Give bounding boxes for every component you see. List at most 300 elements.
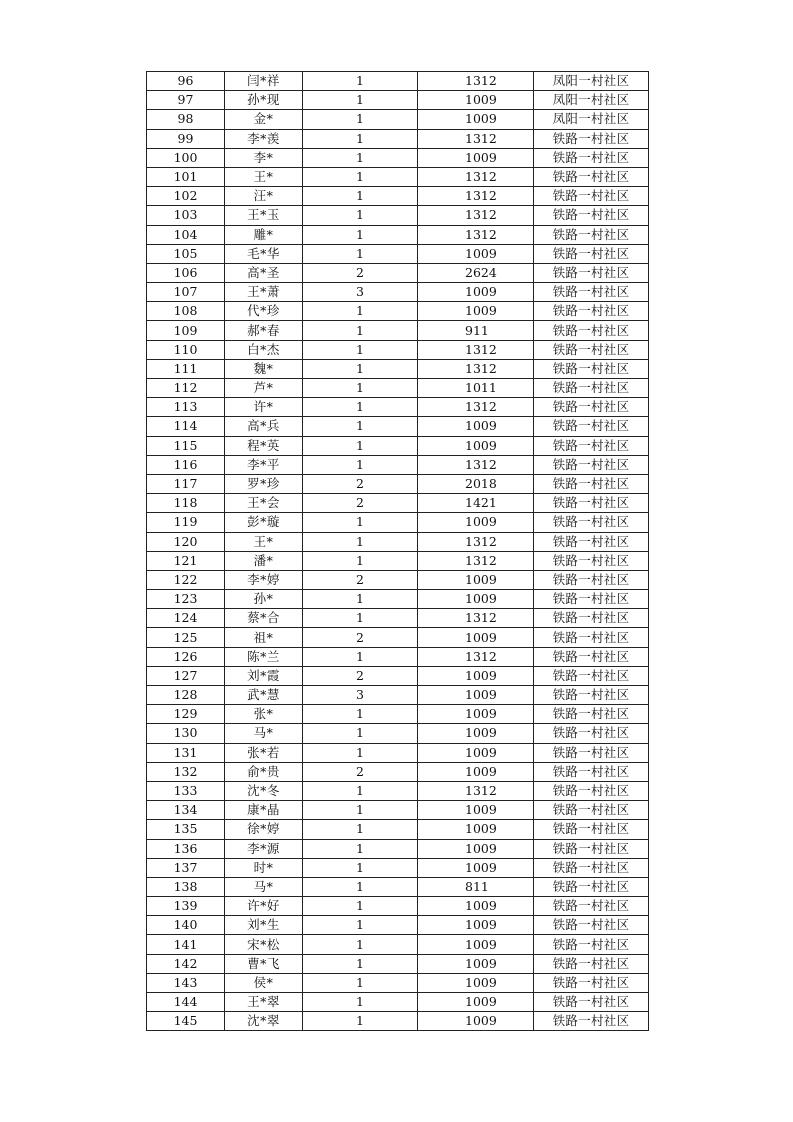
row-index-cell: 110	[147, 340, 225, 359]
resident-name-cell: 王*	[225, 167, 303, 186]
row-index-cell: 144	[147, 993, 225, 1012]
household-count-cell: 1	[303, 340, 418, 359]
community-cell: 铁路一村社区	[534, 647, 649, 666]
household-count-cell: 1	[303, 724, 418, 743]
table-row	[147, 455, 649, 474]
amount-cell: 1009	[418, 762, 534, 781]
community-cell: 铁路一村社区	[534, 551, 649, 570]
amount-cell: 1312	[418, 532, 534, 551]
resident-name-cell: 金*	[225, 110, 303, 129]
row-index-cell: 121	[147, 551, 225, 570]
row-index-cell: 142	[147, 954, 225, 973]
resident-name-cell: 闫*祥	[225, 72, 303, 91]
table-row	[147, 781, 649, 800]
community-cell: 铁路一村社区	[534, 513, 649, 532]
row-index-cell: 134	[147, 801, 225, 820]
community-cell: 铁路一村社区	[534, 570, 649, 589]
table-row	[147, 973, 649, 992]
resident-name-cell: 代*珍	[225, 302, 303, 321]
community-cell: 铁路一村社区	[534, 820, 649, 839]
household-count-cell: 1	[303, 897, 418, 916]
community-cell: 铁路一村社区	[534, 628, 649, 647]
table-row	[147, 839, 649, 858]
resident-name-cell: 罗*珍	[225, 474, 303, 493]
resident-name-cell: 刘*霞	[225, 666, 303, 685]
table-row	[147, 494, 649, 513]
household-count-cell: 1	[303, 647, 418, 666]
row-index-cell: 102	[147, 187, 225, 206]
table-row	[147, 609, 649, 628]
resident-name-cell: 李*羡	[225, 129, 303, 148]
community-cell: 铁路一村社区	[534, 263, 649, 282]
table-row	[147, 302, 649, 321]
community-cell: 铁路一村社区	[534, 935, 649, 954]
amount-cell: 1312	[418, 647, 534, 666]
community-cell: 铁路一村社区	[534, 1012, 649, 1031]
row-index-cell: 113	[147, 398, 225, 417]
household-count-cell: 1	[303, 590, 418, 609]
community-cell: 铁路一村社区	[534, 321, 649, 340]
resident-name-cell: 王*	[225, 532, 303, 551]
amount-cell: 1009	[418, 148, 534, 167]
table-row	[147, 532, 649, 551]
resident-name-cell: 程*英	[225, 436, 303, 455]
row-index-cell: 143	[147, 973, 225, 992]
amount-cell: 1009	[418, 590, 534, 609]
community-cell: 铁路一村社区	[534, 206, 649, 225]
roster-table-body	[147, 72, 649, 1031]
resident-name-cell: 白*杰	[225, 340, 303, 359]
table-row	[147, 148, 649, 167]
row-index-cell: 105	[147, 244, 225, 263]
row-index-cell: 109	[147, 321, 225, 340]
household-count-cell: 1	[303, 225, 418, 244]
table-row	[147, 858, 649, 877]
amount-cell: 1312	[418, 609, 534, 628]
household-count-cell: 1	[303, 110, 418, 129]
community-cell: 铁路一村社区	[534, 839, 649, 858]
community-cell: 铁路一村社区	[534, 494, 649, 513]
row-index-cell: 133	[147, 781, 225, 800]
table-row	[147, 877, 649, 896]
amount-cell: 1312	[418, 398, 534, 417]
amount-cell: 1009	[418, 820, 534, 839]
community-cell: 铁路一村社区	[534, 283, 649, 302]
amount-cell: 1009	[418, 513, 534, 532]
row-index-cell: 108	[147, 302, 225, 321]
table-row	[147, 359, 649, 378]
community-cell: 铁路一村社区	[534, 129, 649, 148]
table-row	[147, 551, 649, 570]
amount-cell: 911	[418, 321, 534, 340]
household-count-cell: 1	[303, 72, 418, 91]
amount-cell: 1009	[418, 570, 534, 589]
household-count-cell: 1	[303, 532, 418, 551]
household-count-cell: 1	[303, 513, 418, 532]
community-cell: 铁路一村社区	[534, 743, 649, 762]
row-index-cell: 106	[147, 263, 225, 282]
community-cell: 铁路一村社区	[534, 954, 649, 973]
table-row	[147, 570, 649, 589]
household-count-cell: 1	[303, 743, 418, 762]
household-count-cell: 1	[303, 359, 418, 378]
amount-cell: 1009	[418, 993, 534, 1012]
household-count-cell: 1	[303, 801, 418, 820]
amount-cell: 1009	[418, 916, 534, 935]
table-row	[147, 321, 649, 340]
table-row	[147, 628, 649, 647]
community-cell: 铁路一村社区	[534, 724, 649, 743]
household-count-cell: 1	[303, 417, 418, 436]
household-count-cell: 1	[303, 551, 418, 570]
table-row	[147, 283, 649, 302]
amount-cell: 1312	[418, 455, 534, 474]
resident-name-cell: 芦*	[225, 379, 303, 398]
household-count-cell: 2	[303, 494, 418, 513]
community-cell: 铁路一村社区	[534, 916, 649, 935]
amount-cell: 1009	[418, 897, 534, 916]
amount-cell: 1009	[418, 436, 534, 455]
community-cell: 铁路一村社区	[534, 666, 649, 685]
resident-name-cell: 王*玉	[225, 206, 303, 225]
household-count-cell: 1	[303, 206, 418, 225]
resident-name-cell: 武*慧	[225, 686, 303, 705]
household-count-cell: 1	[303, 187, 418, 206]
community-cell: 凤阳一村社区	[534, 72, 649, 91]
row-index-cell: 101	[147, 167, 225, 186]
amount-cell: 1009	[418, 686, 534, 705]
table-row	[147, 954, 649, 973]
community-cell: 铁路一村社区	[534, 417, 649, 436]
row-index-cell: 115	[147, 436, 225, 455]
resident-name-cell: 沈*冬	[225, 781, 303, 800]
amount-cell: 1009	[418, 244, 534, 263]
community-cell: 铁路一村社区	[534, 686, 649, 705]
household-count-cell: 1	[303, 781, 418, 800]
community-cell: 铁路一村社区	[534, 993, 649, 1012]
table-row	[147, 705, 649, 724]
household-count-cell: 1	[303, 954, 418, 973]
table-row	[147, 379, 649, 398]
community-cell: 铁路一村社区	[534, 167, 649, 186]
household-count-cell: 3	[303, 686, 418, 705]
table-row	[147, 724, 649, 743]
table-row	[147, 743, 649, 762]
community-cell: 铁路一村社区	[534, 148, 649, 167]
community-cell: 铁路一村社区	[534, 455, 649, 474]
amount-cell: 1009	[418, 954, 534, 973]
resident-name-cell: 马*	[225, 724, 303, 743]
row-index-cell: 114	[147, 417, 225, 436]
household-count-cell: 1	[303, 877, 418, 896]
row-index-cell: 141	[147, 935, 225, 954]
amount-cell: 1009	[418, 935, 534, 954]
table-row	[147, 513, 649, 532]
table-row	[147, 916, 649, 935]
amount-cell: 1009	[418, 858, 534, 877]
row-index-cell: 135	[147, 820, 225, 839]
amount-cell: 1009	[418, 839, 534, 858]
community-cell: 铁路一村社区	[534, 187, 649, 206]
resident-name-cell: 张*	[225, 705, 303, 724]
amount-cell: 1009	[418, 743, 534, 762]
amount-cell: 1009	[418, 110, 534, 129]
household-count-cell: 1	[303, 167, 418, 186]
resident-name-cell: 康*晶	[225, 801, 303, 820]
resident-name-cell: 宋*松	[225, 935, 303, 954]
amount-cell: 811	[418, 877, 534, 896]
amount-cell: 1009	[418, 417, 534, 436]
roster-table	[146, 71, 649, 1031]
table-row	[147, 993, 649, 1012]
community-cell: 铁路一村社区	[534, 801, 649, 820]
community-cell: 铁路一村社区	[534, 781, 649, 800]
resident-name-cell: 许*	[225, 398, 303, 417]
resident-name-cell: 高*圣	[225, 263, 303, 282]
row-index-cell: 100	[147, 148, 225, 167]
amount-cell: 1312	[418, 551, 534, 570]
amount-cell: 1312	[418, 225, 534, 244]
row-index-cell: 97	[147, 91, 225, 110]
household-count-cell: 2	[303, 263, 418, 282]
resident-name-cell: 李*平	[225, 455, 303, 474]
amount-cell: 1009	[418, 801, 534, 820]
resident-name-cell: 许*好	[225, 897, 303, 916]
amount-cell: 1312	[418, 167, 534, 186]
community-cell: 铁路一村社区	[534, 532, 649, 551]
resident-name-cell: 孙*	[225, 590, 303, 609]
household-count-cell: 2	[303, 762, 418, 781]
amount-cell: 1009	[418, 302, 534, 321]
community-cell: 铁路一村社区	[534, 359, 649, 378]
table-row	[147, 666, 649, 685]
row-index-cell: 138	[147, 877, 225, 896]
community-cell: 铁路一村社区	[534, 762, 649, 781]
community-cell: 铁路一村社区	[534, 897, 649, 916]
amount-cell: 1312	[418, 340, 534, 359]
table-row	[147, 129, 649, 148]
table-row	[147, 72, 649, 91]
amount-cell: 2624	[418, 263, 534, 282]
household-count-cell: 1	[303, 1012, 418, 1031]
household-count-cell: 1	[303, 839, 418, 858]
resident-name-cell: 王*会	[225, 494, 303, 513]
community-cell: 铁路一村社区	[534, 379, 649, 398]
household-count-cell: 1	[303, 398, 418, 417]
household-count-cell: 1	[303, 609, 418, 628]
row-index-cell: 136	[147, 839, 225, 858]
row-index-cell: 132	[147, 762, 225, 781]
resident-name-cell: 郝*春	[225, 321, 303, 340]
row-index-cell: 99	[147, 129, 225, 148]
table-row	[147, 474, 649, 493]
row-index-cell: 117	[147, 474, 225, 493]
resident-name-cell: 蔡*合	[225, 609, 303, 628]
household-count-cell: 1	[303, 993, 418, 1012]
table-row	[147, 110, 649, 129]
row-index-cell: 128	[147, 686, 225, 705]
amount-cell: 1011	[418, 379, 534, 398]
amount-cell: 1312	[418, 72, 534, 91]
resident-name-cell: 时*	[225, 858, 303, 877]
community-cell: 铁路一村社区	[534, 705, 649, 724]
amount-cell: 1009	[418, 628, 534, 647]
community-cell: 铁路一村社区	[534, 302, 649, 321]
row-index-cell: 120	[147, 532, 225, 551]
household-count-cell: 1	[303, 935, 418, 954]
row-index-cell: 140	[147, 916, 225, 935]
community-cell: 铁路一村社区	[534, 225, 649, 244]
table-row	[147, 820, 649, 839]
amount-cell: 2018	[418, 474, 534, 493]
household-count-cell: 1	[303, 858, 418, 877]
resident-name-cell: 徐*婷	[225, 820, 303, 839]
table-row	[147, 263, 649, 282]
resident-name-cell: 王*翠	[225, 993, 303, 1012]
table-row	[147, 762, 649, 781]
household-count-cell: 1	[303, 916, 418, 935]
amount-cell: 1312	[418, 187, 534, 206]
resident-name-cell: 魏*	[225, 359, 303, 378]
table-row	[147, 590, 649, 609]
household-count-cell: 2	[303, 474, 418, 493]
amount-cell: 1009	[418, 666, 534, 685]
community-cell: 铁路一村社区	[534, 973, 649, 992]
resident-name-cell: 李*	[225, 148, 303, 167]
resident-name-cell: 潘*	[225, 551, 303, 570]
resident-name-cell: 祖*	[225, 628, 303, 647]
resident-name-cell: 曹*飞	[225, 954, 303, 973]
resident-name-cell: 雕*	[225, 225, 303, 244]
community-cell: 铁路一村社区	[534, 858, 649, 877]
row-index-cell: 112	[147, 379, 225, 398]
amount-cell: 1009	[418, 283, 534, 302]
resident-name-cell: 刘*生	[225, 916, 303, 935]
household-count-cell: 2	[303, 666, 418, 685]
household-count-cell: 1	[303, 820, 418, 839]
table-row	[147, 436, 649, 455]
community-cell: 铁路一村社区	[534, 877, 649, 896]
resident-name-cell: 汪*	[225, 187, 303, 206]
table-row	[147, 340, 649, 359]
amount-cell: 1312	[418, 781, 534, 800]
table-row	[147, 647, 649, 666]
resident-name-cell: 张*若	[225, 743, 303, 762]
resident-name-cell: 高*兵	[225, 417, 303, 436]
amount-cell: 1009	[418, 705, 534, 724]
amount-cell: 1312	[418, 129, 534, 148]
row-index-cell: 129	[147, 705, 225, 724]
community-cell: 铁路一村社区	[534, 244, 649, 263]
resident-name-cell: 俞*贵	[225, 762, 303, 781]
row-index-cell: 98	[147, 110, 225, 129]
row-index-cell: 127	[147, 666, 225, 685]
table-row	[147, 91, 649, 110]
row-index-cell: 123	[147, 590, 225, 609]
row-index-cell: 137	[147, 858, 225, 877]
community-cell: 铁路一村社区	[534, 398, 649, 417]
table-row	[147, 187, 649, 206]
table-row	[147, 398, 649, 417]
row-index-cell: 107	[147, 283, 225, 302]
table-row	[147, 686, 649, 705]
household-count-cell: 2	[303, 628, 418, 647]
amount-cell: 1312	[418, 359, 534, 378]
household-count-cell: 1	[303, 148, 418, 167]
table-row	[147, 417, 649, 436]
row-index-cell: 130	[147, 724, 225, 743]
community-cell: 铁路一村社区	[534, 340, 649, 359]
resident-name-cell: 彭*璇	[225, 513, 303, 532]
resident-name-cell: 孙*现	[225, 91, 303, 110]
resident-name-cell: 陈*兰	[225, 647, 303, 666]
resident-name-cell: 李*源	[225, 839, 303, 858]
row-index-cell: 131	[147, 743, 225, 762]
resident-name-cell: 毛*华	[225, 244, 303, 263]
row-index-cell: 126	[147, 647, 225, 666]
amount-cell: 1312	[418, 206, 534, 225]
row-index-cell: 96	[147, 72, 225, 91]
table-row	[147, 935, 649, 954]
household-count-cell: 2	[303, 570, 418, 589]
household-count-cell: 1	[303, 321, 418, 340]
community-cell: 铁路一村社区	[534, 609, 649, 628]
household-count-cell: 1	[303, 705, 418, 724]
household-count-cell: 1	[303, 973, 418, 992]
table-row	[147, 225, 649, 244]
amount-cell: 1009	[418, 724, 534, 743]
table-row	[147, 167, 649, 186]
table-row	[147, 1012, 649, 1031]
community-cell: 凤阳一村社区	[534, 91, 649, 110]
row-index-cell: 103	[147, 206, 225, 225]
household-count-cell: 3	[303, 283, 418, 302]
amount-cell: 1009	[418, 91, 534, 110]
community-cell: 凤阳一村社区	[534, 110, 649, 129]
row-index-cell: 116	[147, 455, 225, 474]
row-index-cell: 104	[147, 225, 225, 244]
community-cell: 铁路一村社区	[534, 436, 649, 455]
household-count-cell: 1	[303, 129, 418, 148]
amount-cell: 1421	[418, 494, 534, 513]
row-index-cell: 122	[147, 570, 225, 589]
row-index-cell: 124	[147, 609, 225, 628]
household-count-cell: 1	[303, 455, 418, 474]
resident-name-cell: 马*	[225, 877, 303, 896]
row-index-cell: 118	[147, 494, 225, 513]
row-index-cell: 145	[147, 1012, 225, 1031]
household-count-cell: 1	[303, 244, 418, 263]
table-row	[147, 206, 649, 225]
household-count-cell: 1	[303, 302, 418, 321]
resident-name-cell: 李*婷	[225, 570, 303, 589]
amount-cell: 1009	[418, 973, 534, 992]
community-cell: 铁路一村社区	[534, 474, 649, 493]
table-row	[147, 801, 649, 820]
household-count-cell: 1	[303, 91, 418, 110]
resident-name-cell: 沈*翠	[225, 1012, 303, 1031]
resident-name-cell: 侯*	[225, 973, 303, 992]
row-index-cell: 125	[147, 628, 225, 647]
resident-name-cell: 王*萧	[225, 283, 303, 302]
community-cell: 铁路一村社区	[534, 590, 649, 609]
row-index-cell: 119	[147, 513, 225, 532]
household-count-cell: 1	[303, 436, 418, 455]
table-row	[147, 897, 649, 916]
amount-cell: 1009	[418, 1012, 534, 1031]
table-row	[147, 244, 649, 263]
row-index-cell: 111	[147, 359, 225, 378]
